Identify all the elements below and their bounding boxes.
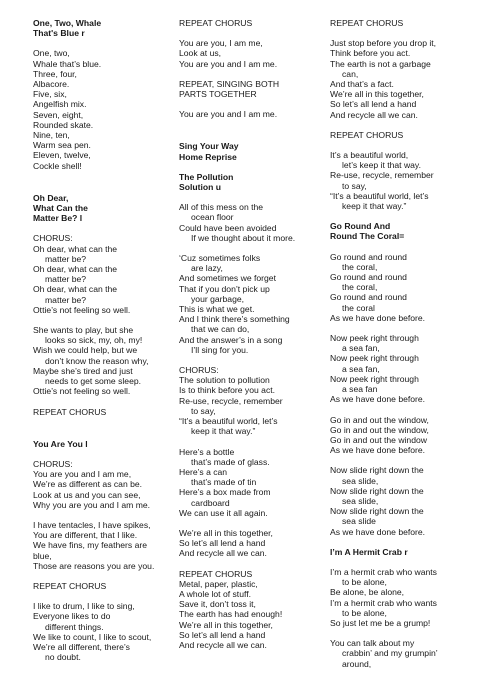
lyric-stanza [179, 365, 329, 436]
lyric-line: Now peek right through [330, 353, 419, 364]
lyric-line: REPEAT CHORUS [179, 568, 253, 579]
lyric-line: I have tentacles, I have spikes, [33, 519, 151, 530]
lyric-line: Wish we could help, but we [33, 345, 138, 356]
lyric-stanza [33, 233, 183, 315]
lyric-line: Now slide right down the [330, 465, 424, 476]
song-title [179, 141, 329, 161]
lyric-line: to be alone, [342, 607, 387, 618]
lyric-line: And the answer’s in a song [179, 334, 283, 345]
lyric-line: If we thought about it more. [191, 232, 296, 243]
title-line: That's Blue r [33, 28, 85, 39]
lyric-line: Now slide right down the [330, 506, 424, 517]
lyric-line: to say, [191, 405, 216, 416]
lyric-line: Three, four, [33, 68, 77, 79]
title-line: What Can the [33, 203, 88, 214]
lyric-line: a sea fan, [342, 343, 380, 354]
lyric-line: sea slide [342, 516, 376, 527]
lyric-line: REPEAT CHORUS [330, 129, 404, 140]
song-title [179, 172, 329, 192]
lyric-line: that we can do, [191, 324, 250, 335]
lyric-line: keep it that way.” [342, 201, 407, 212]
song-title [33, 439, 183, 449]
title-line: Sing Your Way [179, 141, 239, 152]
lyric-line: Is to think before you act. [179, 385, 276, 396]
lyric-line: I like to drum, I like to sing, [33, 601, 135, 612]
lyric-line: Here’s a bottle [179, 446, 235, 457]
lyric-line: Five, six, [33, 89, 67, 100]
lyric-stanza [330, 38, 480, 120]
lyric-stanza [330, 130, 480, 140]
lyric-stanza [330, 465, 480, 536]
lyric-line: needs to get some sleep. [45, 376, 142, 387]
lyric-line: A whole lot of stuff. [179, 588, 251, 599]
lyric-line: Here’s a can [179, 466, 228, 477]
lyrics-column-1 [33, 18, 183, 672]
lyric-stanza [33, 520, 183, 571]
lyric-line: Go round and round [330, 272, 407, 283]
title-line: One, Two, Whale [33, 18, 102, 28]
lyric-line: “It’s a beautiful world, let’s [179, 416, 278, 427]
song-title [330, 547, 480, 557]
lyric-line: to be alone, [342, 577, 387, 588]
lyric-line: Look at us and you can see, [33, 489, 141, 500]
lyric-line: Whale that’s blue. [33, 58, 102, 69]
lyric-line: Go in and out the window [330, 434, 427, 445]
lyric-line: don’t know the reason why, [45, 355, 149, 366]
lyric-line: So let’s all lend a hand [330, 99, 417, 110]
lyric-line: REPEAT CHORUS [179, 18, 253, 28]
lyric-line: Metal, paper, plastic, [179, 578, 258, 589]
lyric-line: a sea fan [342, 384, 378, 395]
lyric-line: Go round and round [330, 292, 407, 303]
song-title [33, 193, 183, 224]
lyric-line: around, [342, 658, 372, 669]
lyric-line: sea slide, [342, 495, 379, 506]
lyric-line: ocean floor [191, 212, 234, 223]
title-line: Go Round And [330, 221, 391, 232]
lyric-stanza [330, 567, 480, 628]
lyric-line: So let’s all lend a hand [179, 629, 266, 640]
title-line: You Are You l [33, 438, 88, 449]
lyric-line: Those are reasons you are you. [33, 560, 155, 571]
lyric-line: And recycle all we can. [179, 639, 267, 650]
lyric-line: matter be? [45, 274, 87, 285]
lyric-line: to say, [342, 180, 367, 191]
lyric-stanza [179, 569, 329, 651]
lyric-line: You are you and I am me. [179, 58, 278, 69]
lyric-line: As we have done before. [330, 445, 426, 456]
lyrics-column-3 [330, 18, 480, 679]
lyric-line: Save it, don’t toss it, [179, 599, 256, 610]
lyric-stanza [33, 325, 183, 396]
lyric-line: REPEAT CHORUS [33, 406, 107, 417]
lyric-line: As we have done before. [330, 526, 426, 537]
lyric-line: And sometimes we forget [179, 273, 276, 284]
lyric-line: We’re all in this together, [179, 527, 273, 538]
lyric-line: cardboard [191, 497, 230, 508]
lyric-line: You are you and I am me. [179, 109, 278, 120]
lyric-line: I’ll sing for you. [191, 344, 249, 355]
lyric-line: Now slide right down the [330, 485, 424, 496]
lyric-line: All of this mess on the [179, 202, 264, 213]
lyric-line: Go round and round [330, 251, 407, 262]
lyric-line: And I think there’s something [179, 314, 290, 325]
lyric-line: I’m a hermit crab who wants [330, 566, 437, 577]
title-line: The Pollution [179, 171, 234, 182]
lyric-line: Oh dear, what can the [33, 243, 118, 254]
lyric-line: And recycle all we can. [330, 109, 418, 120]
lyric-line: The earth is not a garbage [330, 58, 431, 69]
lyric-line: We’re all in this together, [179, 619, 273, 630]
lyric-line: So let’s all lend a hand [179, 538, 266, 549]
lyric-line: The earth has had enough! [179, 609, 283, 620]
lyric-line: You are you and I am me, [33, 469, 132, 480]
lyric-line: You are different, that I like. [33, 530, 138, 541]
song-title [330, 221, 480, 241]
lyric-line: Now peek right through [330, 373, 419, 384]
lyric-line: Maybe she’s tired and just [33, 365, 133, 376]
lyric-stanza [179, 109, 329, 119]
lyric-line: CHORUS: [33, 458, 73, 469]
lyric-line: Warm sea pen. [33, 140, 91, 151]
lyric-stanza [179, 79, 329, 99]
lyric-line: can, [342, 68, 359, 79]
lyric-line: PARTS TOGETHER [179, 89, 257, 100]
lyric-line: We’re all different, there’s [33, 641, 130, 652]
lyric-line: REPEAT CHORUS [330, 18, 404, 28]
lyric-line: I’m a hermit crab who wants [330, 597, 437, 608]
lyric-line: keep it that way.” [191, 426, 256, 437]
title-line: Oh Dear, [33, 192, 69, 203]
lyric-stanza [330, 252, 480, 323]
lyric-line: Here’s a box made from [179, 487, 271, 498]
lyric-line: You can talk about my [330, 638, 415, 649]
title-line: Solution u [179, 182, 222, 193]
lyric-line: Oh dear, what can the [33, 264, 118, 275]
lyric-line: Think before you act. [330, 48, 411, 59]
lyric-line: She wants to play, but she [33, 325, 134, 336]
lyric-line: REPEAT CHORUS [33, 580, 107, 591]
lyric-line: that’s made of tin [191, 477, 257, 488]
lyrics-column-2 [179, 18, 329, 660]
lyric-line: blue, [33, 550, 52, 561]
lyric-stanza [33, 581, 183, 591]
lyric-stanza [179, 202, 329, 243]
lyric-line: We have fins, my feathers are [33, 540, 147, 551]
lyric-line: Ottie’s not feeling so well. [33, 386, 131, 397]
lyric-line: We like to count, I like to scout, [33, 631, 152, 642]
lyric-line: Re-use, recycle, remember [330, 170, 434, 181]
lyric-line: crabbin’ and my grumpin’ [342, 648, 438, 659]
lyric-line: The solution to pollution [179, 375, 270, 386]
lyric-line: a sea fan, [342, 363, 380, 374]
lyric-line: And recycle all we can. [179, 548, 267, 559]
lyric-line: the coral, [342, 282, 378, 293]
lyric-line: Just stop before you drop it, [330, 38, 437, 49]
lyric-line: Re-use, recycle, remember [179, 395, 283, 406]
lyric-line: Be alone, be alone, [330, 587, 405, 598]
lyric-line: That if you don’t pick up [179, 283, 270, 294]
lyric-line: Ottie’s not feeling so well. [33, 304, 131, 315]
lyric-line: CHORUS: [33, 233, 73, 244]
lyric-line: Oh dear, what can the [33, 284, 118, 295]
lyric-line: that’s made of glass. [191, 456, 270, 467]
lyric-line: It’s a beautiful world, [330, 150, 409, 161]
lyric-stanza [179, 253, 329, 355]
lyric-line: Rounded skate. [33, 119, 94, 130]
lyric-line: Nine, ten, [33, 130, 70, 141]
lyric-line: looks so sick, my, oh, my! [45, 335, 143, 346]
lyric-line: Go in and out the window, [330, 414, 429, 425]
title-line: Home Reprise [179, 151, 237, 162]
title-line: Matter Be? l [33, 213, 83, 224]
lyric-line: As we have done before. [330, 312, 426, 323]
lyric-line: This is what we get. [179, 304, 255, 315]
lyric-line: One, two, [33, 48, 70, 59]
lyric-line: no doubt. [45, 652, 81, 663]
lyric-stanza [179, 38, 329, 69]
lyric-line: Could have been avoided [179, 222, 277, 233]
lyric-line: the coral [342, 302, 375, 313]
lyric-stanza [330, 638, 480, 669]
lyric-line: CHORUS: [179, 365, 219, 376]
lyric-line: Angelfish mix. [33, 99, 87, 110]
lyric-stanza [330, 18, 480, 28]
lyric-line: different things. [45, 621, 104, 632]
title-line: Round The Coral= [330, 231, 405, 242]
lyric-stanza [33, 407, 183, 417]
song-title [33, 18, 183, 38]
lyric-line: You are you, I am me, [179, 38, 263, 49]
lyric-line: REPEAT, SINGING BOTH [179, 78, 280, 89]
lyric-stanza [179, 447, 329, 518]
lyric-stanza [33, 459, 183, 510]
lyric-line: let’s keep it that way. [342, 160, 421, 171]
lyric-line: Everyone likes to do [33, 611, 111, 622]
lyric-line: Seven, eight, [33, 109, 84, 120]
lyric-line: We can use it all again. [179, 507, 268, 518]
lyric-line: matter be? [45, 294, 87, 305]
lyric-stanza [33, 601, 183, 662]
lyric-line: We’re all in this together, [330, 89, 424, 100]
lyric-line: Cockle shell! [33, 160, 82, 171]
lyric-line: Go in and out the window, [330, 424, 429, 435]
lyric-line: matter be? [45, 253, 87, 264]
lyric-stanza [330, 333, 480, 404]
lyric-line: ‘Cuz sometimes folks [179, 253, 261, 264]
lyric-line: We’re as different as can be. [33, 479, 143, 490]
lyric-line: Eleven, twelve, [33, 150, 91, 161]
lyric-line: Look at us, [179, 48, 222, 59]
lyric-line: Now peek right through [330, 333, 419, 344]
lyric-line: As we have done before. [330, 394, 426, 405]
lyric-line: the coral, [342, 261, 378, 272]
lyric-line: Albacore. [33, 79, 70, 90]
lyric-stanza [330, 150, 480, 211]
lyric-stanza [179, 528, 329, 559]
lyric-stanza [33, 48, 183, 170]
lyric-line: “It’s a beautiful world, let’s [330, 190, 429, 201]
lyric-line: are lazy, [191, 263, 223, 274]
lyric-line: sea slide, [342, 475, 379, 486]
lyric-stanza [330, 415, 480, 456]
lyric-line: your garbage, [191, 293, 245, 304]
title-line: I’m A Hermit Crab r [330, 546, 408, 557]
lyric-line: Why you are you and I am me. [33, 499, 151, 510]
lyric-line: And that’s a fact. [330, 79, 394, 90]
lyric-line: So just let me be a grump! [330, 617, 431, 628]
lyric-stanza [179, 18, 329, 28]
